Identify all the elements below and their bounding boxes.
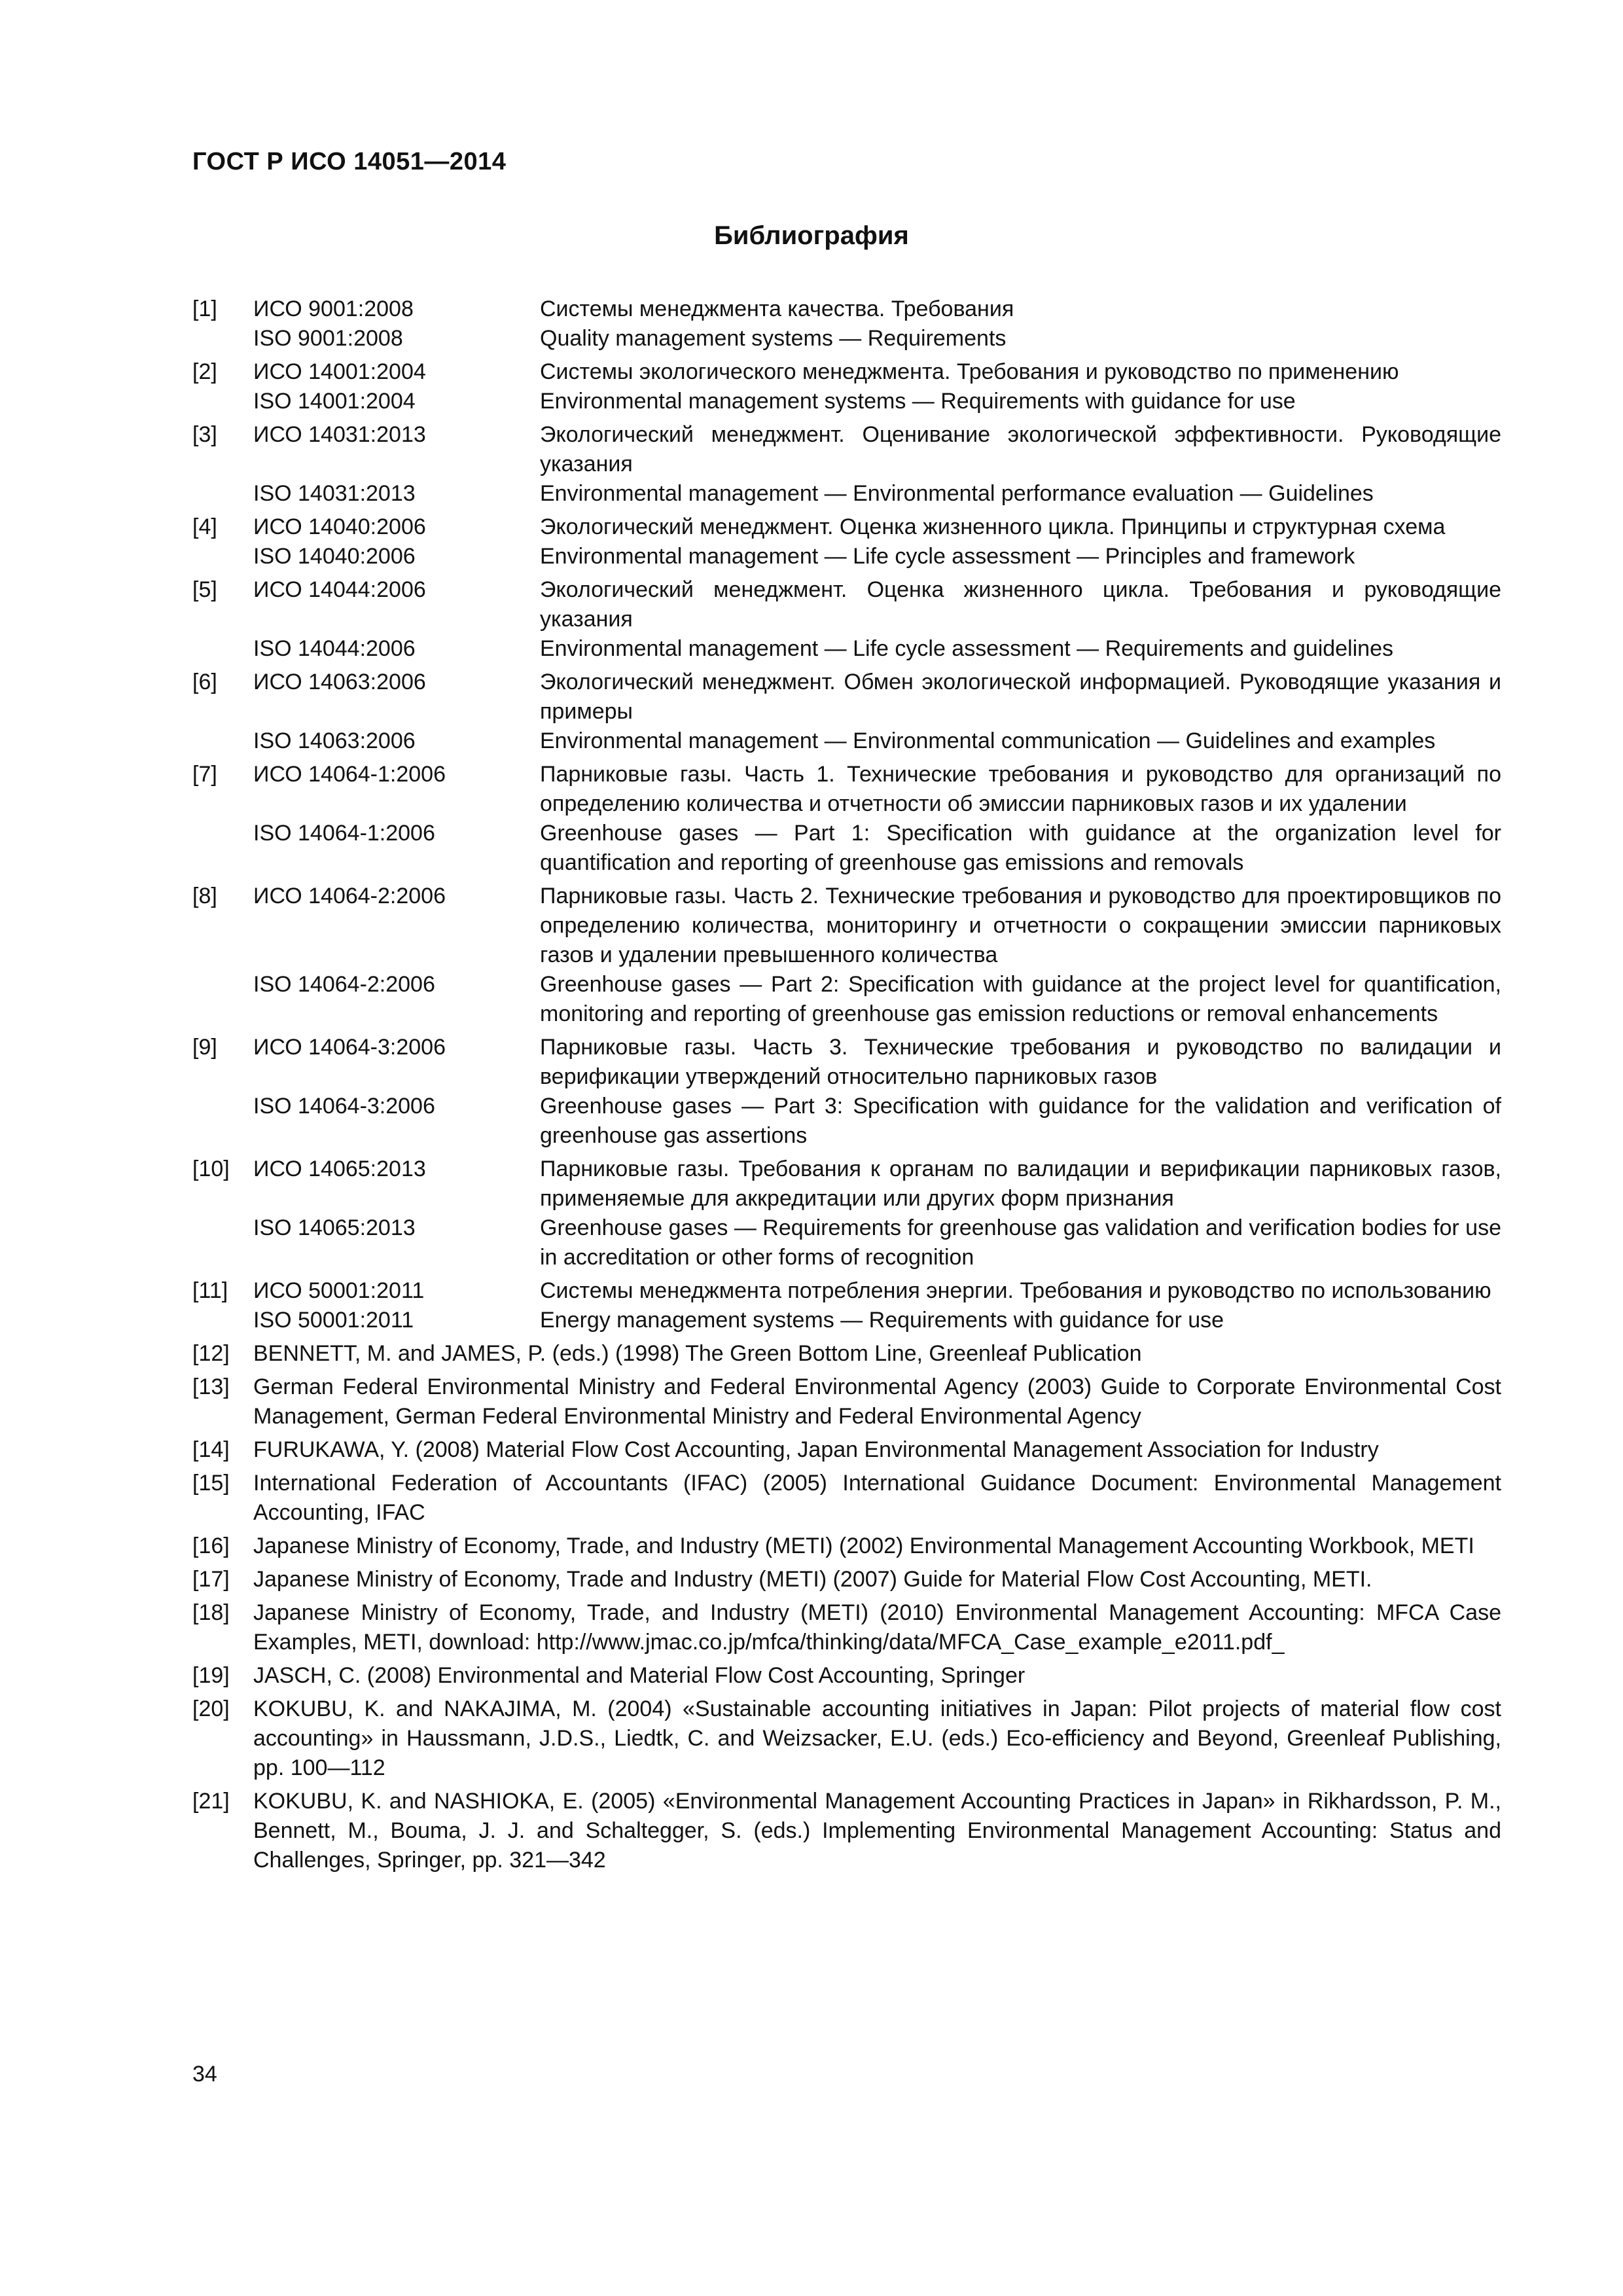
reference-text: Japanese Ministry of Economy, Trade, and Industry (METI) (2002) Environmental Management Accounting Workbook, METI bbox=[253, 1534, 1474, 1558]
standard-code: ISO 14044:2006 bbox=[253, 636, 416, 661]
bibliography-entry bbox=[192, 575, 1501, 664]
standard-title: Greenhouse gases — Requirements for greenhouse gas validation and verification bodies for use in accreditation or other forms of recognition bbox=[540, 1215, 1501, 1270]
standard-code: ИСО 50001:2011 bbox=[253, 1278, 425, 1303]
entry-number: [10] bbox=[192, 1157, 230, 1181]
bibliography-entry bbox=[192, 295, 1501, 353]
standard-code: ИСО 14044:2006 bbox=[253, 577, 426, 602]
standard-title: Environmental management — Life cycle assessment — Principles and framework bbox=[540, 544, 1355, 569]
standard-row bbox=[253, 819, 1501, 878]
standard-code: ИСО 9001:2008 bbox=[253, 296, 414, 321]
reference-text: JASCH, C. (2008) Environmental and Material Flow Cost Accounting, Springer bbox=[253, 1663, 1026, 1688]
standard-code: ИСО 14031:2013 bbox=[253, 422, 426, 447]
entry-number: [7] bbox=[192, 762, 217, 787]
bibliography-entry bbox=[192, 420, 1501, 509]
standard-title: Экологический менеджмент. Оценка жизненного цикла. Требования и руководящие указания bbox=[540, 577, 1501, 632]
entry-number: [18] bbox=[192, 1600, 230, 1625]
reference-text: Japanese Ministry of Economy, Trade, and Industry (METI) (2010) Environmental Management Accounting: MFCA Case Examples, METI, download: http://www.jmac.co.jp/mfca/thinking/data/MFCA_Case_example_e2011.pdf_ bbox=[253, 1600, 1501, 1655]
bibliography-list bbox=[192, 295, 1501, 1879]
page-title: Библиография bbox=[714, 221, 909, 250]
standard-row bbox=[253, 420, 1501, 479]
entry-number: [9] bbox=[192, 1035, 217, 1060]
standard-title: Парниковые газы. Требования к органам по валидации и верификации парниковых газов, применяемые для аккредитации или других форм признания bbox=[540, 1157, 1501, 1211]
entry-number: [1] bbox=[192, 296, 217, 321]
entry-number: [6] bbox=[192, 670, 217, 694]
standard-code: ISO 14065:2013 bbox=[253, 1215, 416, 1240]
entry-number: [20] bbox=[192, 1696, 230, 1721]
standard-row bbox=[253, 542, 1501, 571]
standard-row bbox=[253, 1033, 1501, 1092]
entry-number: [2] bbox=[192, 359, 217, 384]
standard-title: Парниковые газы. Часть 1. Технические требования и руководство для организаций по определению количества и отчетности об эмиссии парниковых газов и их удалении bbox=[540, 762, 1501, 816]
bibliography-entry bbox=[192, 1435, 1501, 1465]
bibliography-entry bbox=[192, 1155, 1501, 1272]
standard-title: Environmental management systems — Requirements with guidance for use bbox=[540, 389, 1296, 414]
entry-number: [14] bbox=[192, 1437, 230, 1462]
standard-row bbox=[253, 668, 1501, 726]
standard-code: ISO 50001:2011 bbox=[253, 1308, 414, 1333]
standard-code: ИСО 14063:2006 bbox=[253, 670, 426, 694]
standard-code: ISO 14064-2:2006 bbox=[253, 972, 435, 997]
standard-row bbox=[253, 387, 1501, 416]
bibliography-entry bbox=[192, 1469, 1501, 1528]
entry-number: [15] bbox=[192, 1471, 230, 1496]
bibliography-entry bbox=[192, 512, 1501, 571]
standard-row bbox=[253, 970, 1501, 1029]
bibliography-entry bbox=[192, 1339, 1501, 1369]
entry-number: [5] bbox=[192, 577, 217, 602]
bibliography-entry bbox=[192, 760, 1501, 878]
standard-row bbox=[253, 760, 1501, 819]
entry-number: [8] bbox=[192, 884, 217, 908]
standard-code: ИСО 14064-2:2006 bbox=[253, 884, 446, 908]
reference-text: KOKUBU, K. and NASHIOKA, E. (2005) «Environmental Management Accounting Practices in Japan» in Rikhardsson, P. M., Bennett, M., Bouma, J. J. and Schaltegger, S. (eds.) Implementing Environmental Management Accounting: Status and Challenges, Springer, pp. 321—342 bbox=[253, 1789, 1501, 1873]
bibliography-entry bbox=[192, 1372, 1501, 1431]
standard-code: ISO 14031:2013 bbox=[253, 481, 416, 506]
bibliography-entry bbox=[192, 668, 1501, 756]
standard-title: Quality management systems — Requirements bbox=[540, 326, 1007, 351]
standard-code: ISO 14063:2006 bbox=[253, 728, 416, 753]
standard-code: ISO 14064-3:2006 bbox=[253, 1094, 435, 1119]
standard-title: Парниковые газы. Часть 3. Технические требования и руководство по валидации и верификации утверждений относительно парниковых газов bbox=[540, 1035, 1501, 1089]
standard-row bbox=[253, 634, 1501, 664]
standard-row bbox=[253, 1276, 1501, 1306]
standard-title: Системы экологического менеджмента. Требования и руководство по применению bbox=[540, 359, 1399, 384]
bibliography-entry bbox=[192, 1787, 1501, 1875]
literature-list bbox=[192, 1339, 1501, 1875]
standard-title: Экологический менеджмент. Оценивание экологической эффективности. Руководящие указания bbox=[540, 422, 1501, 476]
standard-row bbox=[253, 1155, 1501, 1213]
bibliography-entry bbox=[192, 1033, 1501, 1151]
standard-code: ИСО 14064-3:2006 bbox=[253, 1035, 446, 1060]
standard-title: Системы менеджмента потребления энергии. Требования и руководство по использованию bbox=[540, 1278, 1491, 1303]
bibliography-entry bbox=[192, 1695, 1501, 1783]
standard-code: ИСО 14064-1:2006 bbox=[253, 762, 446, 787]
standard-row bbox=[253, 295, 1501, 324]
bibliography-entry bbox=[192, 1532, 1501, 1561]
entry-number: [19] bbox=[192, 1663, 230, 1688]
standard-title: Экологический менеджмент. Обмен экологической информацией. Руководящие указания и примеры bbox=[540, 670, 1501, 724]
document-code: ГОСТ Р ИСО 14051—2014 bbox=[192, 148, 507, 175]
standard-code: ISO 14064-1:2006 bbox=[253, 821, 435, 846]
standard-code: ИСО 14040:2006 bbox=[253, 514, 426, 539]
standard-title: Environmental management — Environmental communication — Guidelines and examples bbox=[540, 728, 1436, 753]
standard-row bbox=[253, 882, 1501, 970]
standard-row bbox=[253, 1306, 1501, 1335]
page-number: 34 bbox=[192, 2062, 217, 2087]
standard-title: Environmental management — Life cycle assessment — Requirements and guidelines bbox=[540, 636, 1393, 661]
standard-title: Environmental management — Environmental performance evaluation — Guidelines bbox=[540, 481, 1374, 506]
standard-row bbox=[253, 324, 1501, 353]
reference-text: International Federation of Accountants (IFAC) (2005) International Guidance Document: Environmental Management Accounting, IFAC bbox=[253, 1471, 1501, 1525]
standard-title: Greenhouse gases — Part 3: Specification with guidance for the validation and verification of greenhouse gas assertions bbox=[540, 1094, 1501, 1148]
standard-row bbox=[253, 1213, 1501, 1272]
entry-number: [21] bbox=[192, 1789, 230, 1814]
standard-row bbox=[253, 1092, 1501, 1151]
standard-code: ИСО 14065:2013 bbox=[253, 1157, 426, 1181]
entry-number: [13] bbox=[192, 1374, 230, 1399]
standard-row bbox=[253, 479, 1501, 509]
bibliography-entry bbox=[192, 882, 1501, 1029]
standard-row bbox=[253, 357, 1501, 387]
standards-list bbox=[192, 295, 1501, 1335]
bibliography-entry bbox=[192, 1598, 1501, 1657]
standard-code: ISO 14001:2004 bbox=[253, 389, 416, 414]
standard-code: ISO 9001:2008 bbox=[253, 326, 403, 351]
reference-text: FURUKAWA, Y. (2008) Material Flow Cost Accounting, Japan Environmental Management Association for Industry bbox=[253, 1437, 1379, 1462]
standard-title: Экологический менеджмент. Оценка жизненного цикла. Принципы и структурная схема bbox=[540, 514, 1446, 539]
standard-title: Greenhouse gases — Part 1: Specification with guidance at the organization level for quantification and reporting of greenhouse gas emissions and removals bbox=[540, 821, 1501, 875]
standard-code: ISO 14040:2006 bbox=[253, 544, 416, 569]
entry-number: [4] bbox=[192, 514, 217, 539]
reference-text: German Federal Environmental Ministry and Federal Environmental Agency (2003) Guide to Corporate Environmental Cost Management, German Federal Environmental Ministry and Federal Environmental Agency bbox=[253, 1374, 1501, 1429]
reference-text: BENNETT, M. and JAMES, P. (eds.) (1998) The Green Bottom Line, Greenleaf Publication bbox=[253, 1341, 1142, 1366]
entry-number: [17] bbox=[192, 1567, 230, 1592]
bibliography-entry bbox=[192, 357, 1501, 416]
bibliography-entry bbox=[192, 1276, 1501, 1335]
standard-row bbox=[253, 512, 1501, 542]
entry-number: [12] bbox=[192, 1341, 230, 1366]
bibliography-entry bbox=[192, 1661, 1501, 1691]
entry-number: [16] bbox=[192, 1534, 230, 1558]
standard-row bbox=[253, 726, 1501, 756]
reference-text: KOKUBU, K. and NAKAJIMA, M. (2004) «Sustainable accounting initiatives in Japan: Pilot projects of material flow cost accounting» in Haussmann, J.D.S., Liedtk, C. and Weizsacker, E.U. (eds.) Eco-efficiency and Beyond, Greenleaf Publishing, pp. 100—112 bbox=[253, 1696, 1501, 1780]
standard-title: Системы менеджмента качества. Требования bbox=[540, 296, 1014, 321]
standard-row bbox=[253, 575, 1501, 634]
standard-title: Energy management systems — Requirements with guidance for use bbox=[540, 1308, 1224, 1333]
standard-title: Парниковые газы. Часть 2. Технические требования и руководство для проектировщиков по определению количества, мониторингу и отчетности о сокращении эмиссии парниковых газов и удалении превышенного количества bbox=[540, 884, 1501, 967]
standard-code: ИСО 14001:2004 bbox=[253, 359, 426, 384]
standard-title: Greenhouse gases — Part 2: Specification with guidance at the project level for quantification, monitoring and reporting of greenhouse gas emission reductions or removal enhancements bbox=[540, 972, 1501, 1026]
bibliography-entry bbox=[192, 1565, 1501, 1594]
entry-number: [3] bbox=[192, 422, 217, 447]
entry-number: [11] bbox=[192, 1278, 228, 1303]
reference-text: Japanese Ministry of Economy, Trade and Industry (METI) (2007) Guide for Material Flow Cost Accounting, METI. bbox=[253, 1567, 1372, 1592]
